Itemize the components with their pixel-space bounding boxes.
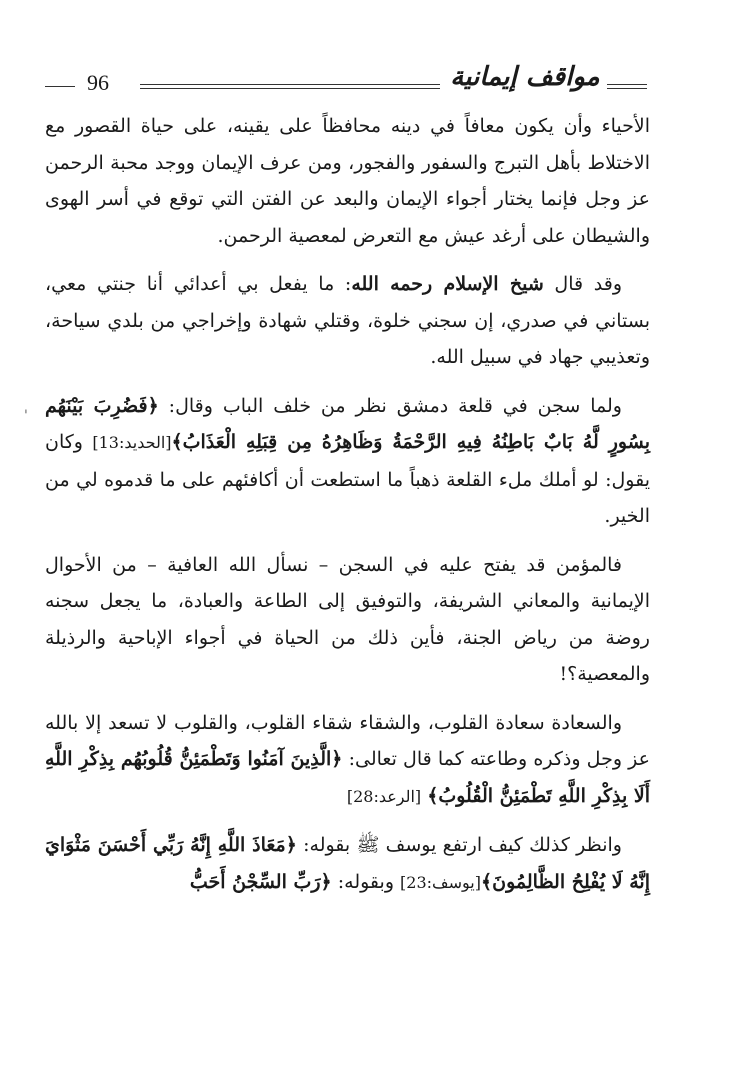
header-rule-right-top — [607, 84, 647, 85]
paragraph-5-intro: والسعادة سعادة القلوب، والشقاء شقاء القلوب، والقلوب لا تسعد إلا بالله عز وجل وذكره وطاعته كما قال تعالى: — [45, 711, 650, 770]
quran-verse-rad: ﴿الَّذِينَ آمَنُوا وَتَطْمَئِنُّ قُلُوبُهُم بِذِكْرِ اللَّهِ أَلَا بِذِكْرِ اللَّهِ تَطْمَئِنُّ الْقُلُوبُ﴾ — [45, 748, 650, 807]
paragraph-2-rest: : ما يفعل بي أعدائي أنا جنتي معي، بستاني في صدري، إن سجني خلوة، وقتلي شهادة وإخراجي من بلدي سياحة، وتعذيبي جهاد في سبيل الله. — [45, 273, 650, 368]
verse-reference-rad: [الرعد:28] — [346, 786, 422, 806]
paragraph-2 — [45, 266, 650, 376]
page-number-block — [45, 70, 175, 100]
verse-reference-yusuf: [يوسف:23] — [400, 872, 481, 892]
header-rule-left-bottom — [140, 88, 440, 89]
paragraph-5 — [45, 705, 650, 816]
paragraph-6 — [45, 827, 650, 901]
book-title: مواقف إيمانية — [450, 62, 600, 92]
quran-verse-yusuf-1: ﴿مَعَاذَ اللَّهِ إِنَّهُ رَبِّي أَحْسَنَ مَثْوَايَ إِنَّهُ لَا يُفْلِحُ الظَّالِمُونَ﴾ — [45, 834, 650, 893]
paragraph-2-name: شيخ الإسلام رحمه الله — [351, 273, 544, 295]
header-rule-right-bottom — [607, 88, 647, 89]
paragraph-3-intro: ولما سجن في قلعة دمشق نظر من خلف الباب وقال: — [158, 394, 622, 417]
paragraph-6-mid: وبقوله: — [331, 870, 401, 893]
paragraph-3-rest: وكان يقول: لو أملك ملء القلعة ذهباً ما استطعت أن أكافئهم على ما قدموه لي من الخير. — [45, 431, 650, 527]
header-rule-left-top — [140, 84, 440, 85]
paragraph-2-intro: وقد قال — [543, 273, 622, 295]
margin-mark: ' — [24, 408, 28, 424]
page-header — [45, 62, 647, 112]
verse-reference-hadid: [الحديد:13] — [92, 433, 172, 452]
paragraph-3 — [45, 388, 650, 535]
page-body — [45, 108, 650, 913]
paragraph-4: فالمؤمن قد يفتح عليه في السجن – نسأل الله العافية – من الأحوال الإيمانية والمعاني الشريفة، والتوفيق إلى الطاعة والعبادة، ما يجعل سجنه روضة من رياض الجنة، فأين ذلك من الحياة في أجواء الإباحية والرذيلة والمعصية؟! — [45, 553, 650, 685]
paragraph-6-intro: وانظر كذلك كيف ارتفع يوسف ﷺ بقوله: — [296, 834, 622, 856]
page-number-rule — [45, 86, 75, 87]
page-number: 96 — [87, 70, 109, 95]
paragraph-1: الأحياء وأن يكون معافاً في دينه محافظاً على يقينه، على حياة القصور مع الاختلاط بأهل التبرج والسفور والفجور، ومن عرف الإيمان ووجد محبة الرحمن عز وجل فإنما يختار أجواء الإيمان والبعد عن الفتن التي توقع في أسر الهوى والشيطان على أرغد عيش مع التعرض لمعصية الرحمن. — [45, 115, 650, 247]
quran-verse-hadid: ﴿فَضُرِبَ بَيْنَهُم بِسُورٍ لَّهُ بَابٌ بَاطِنُهُ فِيهِ الرَّحْمَةُ وَظَاهِرُهُ مِن قِبَلِهِ الْعَذَابُ﴾ — [45, 394, 650, 453]
quran-verse-yusuf-2: ﴿رَبِّ السِّجْنُ أَحَبُّ — [189, 870, 332, 893]
